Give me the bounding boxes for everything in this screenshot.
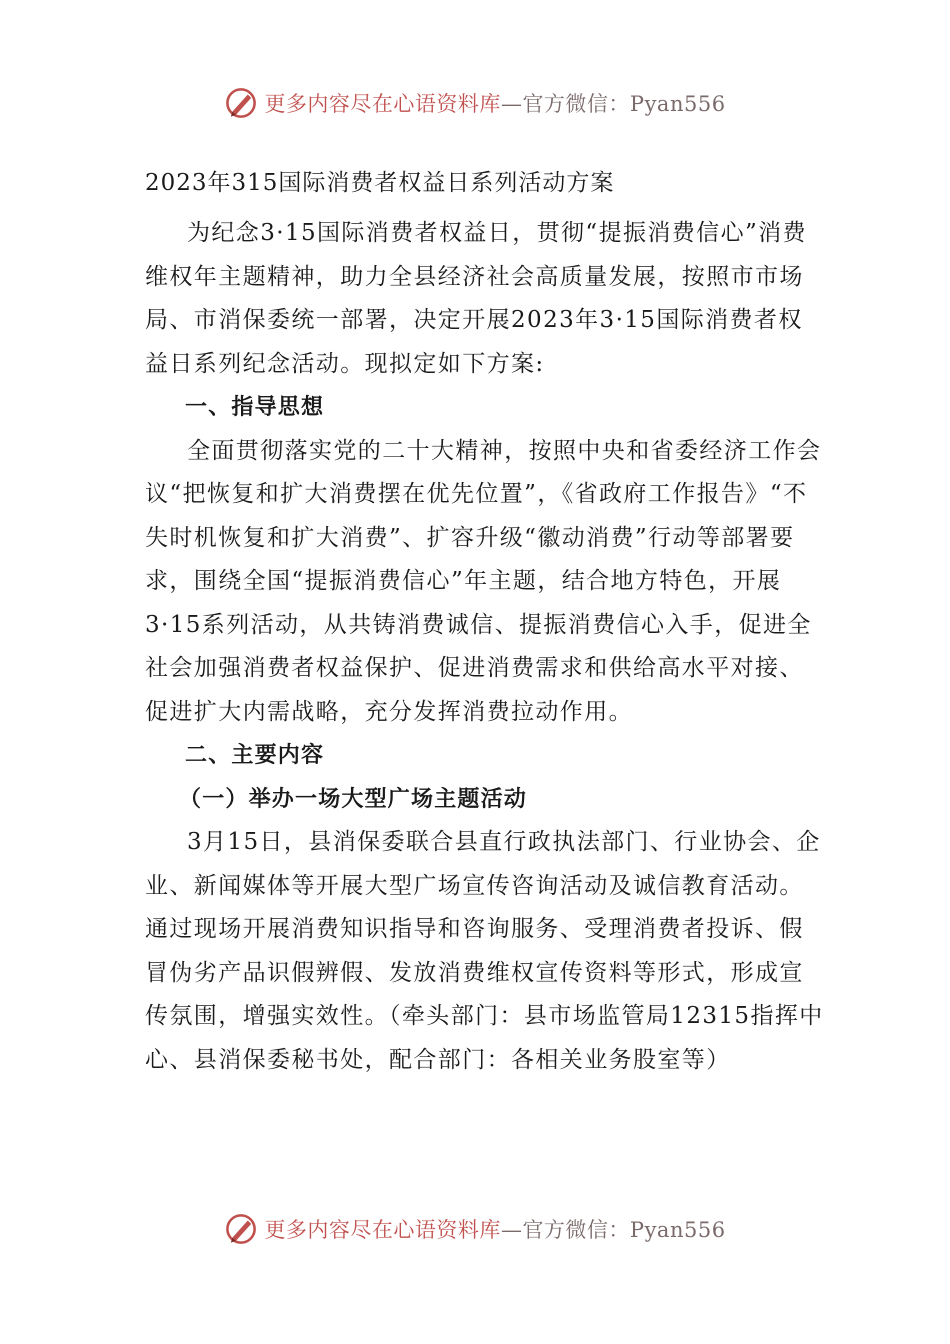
pen-logo-icon	[224, 86, 258, 120]
banner-main-text: 更多内容尽在心语资料库	[264, 92, 501, 116]
banner-text	[264, 1214, 725, 1244]
subsection-heading-square-event: （一）举办一场大型广场主题活动	[179, 786, 528, 812]
document-title: 2023年315国际消费者权益日系列活动方案	[145, 170, 615, 196]
intro-paragraph: 为纪念3·15国际消费者权益日，贯彻“提振消费信心”消费维权年主题精神，助力全县经济社会高质量发展，按照市市场局、市消保委统一部署，决定开展2023年3·15国际消费者权益日系列纪念活动。现拟定如下方案:	[145, 220, 807, 377]
pen-logo-icon	[224, 1212, 258, 1246]
banner-wechat-text: —官方微信：Pyan556	[500, 1218, 726, 1242]
guiding-thought-paragraph: 全面贯彻落实党的二十大精神，按照中央和省委经济工作会议“把恢复和扩大消费摆在优先位置”，《省政府工作报告》“不失时机恢复和扩大消费”、扩容升级“徽动消费”行动等部署要求，围绕全国“提振消费信心”年主题，结合地方特色，开展3·15系列活动，从共铸消费诚信、提振消费信心入手，促进全社会加强消费者权益保护、促进消费需求和供给高水平对接、促进扩大内需战略，充分发挥消费拉动作用。	[145, 437, 822, 725]
section-heading-main-content: 二、主要内容	[185, 743, 325, 768]
section-heading-guiding-thought: 一、指导思想	[185, 395, 325, 420]
header-banner	[0, 86, 950, 120]
footer-banner	[0, 1212, 950, 1246]
banner-wechat-text: —官方微信：Pyan556	[500, 92, 726, 116]
square-event-paragraph: 3月15日，县消保委联合县直行政执法部门、行业协会、企业、新闻媒体等开展大型广场宣传咨询活动及诚信教育活动。通过现场开展消费知识指导和咨询服务、受理消费者投诉、假冒伪劣产品识假辨假、发放消费维权宣传资料等形式，形成宣传氛围，增强实效性。（牵头部门：县市场监管局12315指挥中心、县消保委秘书处，配合部门：各相关业务股室等）	[145, 829, 824, 1073]
document-body	[145, 168, 825, 1082]
banner-main-text: 更多内容尽在心语资料库	[264, 1218, 501, 1242]
banner-text	[264, 88, 725, 118]
